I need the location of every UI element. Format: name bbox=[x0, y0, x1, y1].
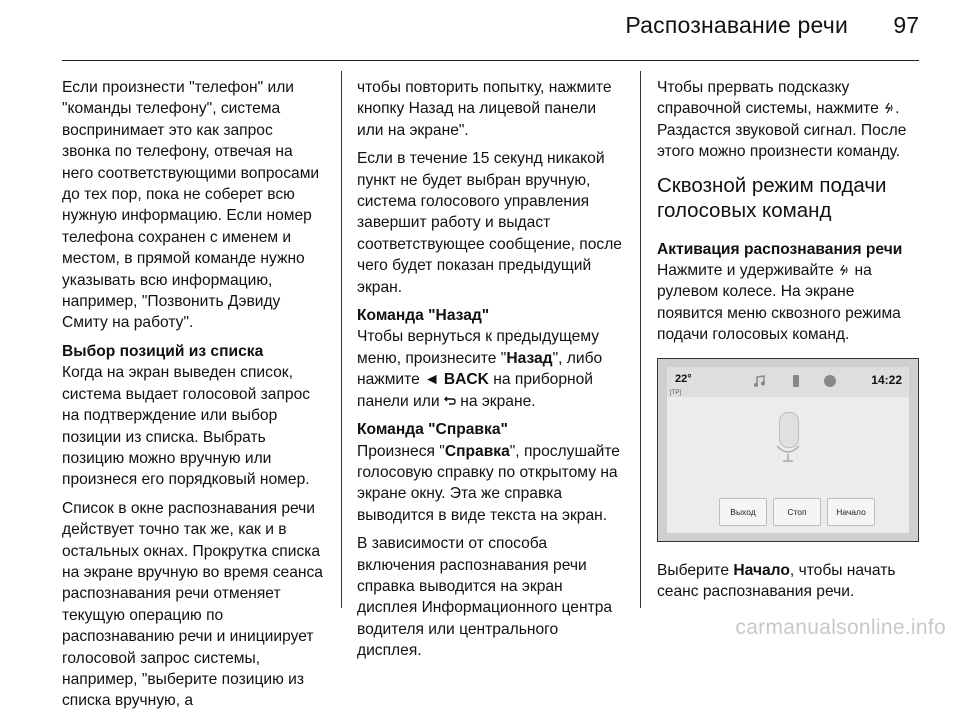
stop-button[interactable]: Стоп bbox=[773, 498, 821, 526]
column-divider-1 bbox=[341, 71, 342, 608]
back-arrow-icon bbox=[444, 394, 456, 408]
text-run: Произнеся " bbox=[357, 442, 445, 460]
microphone-stand-icon bbox=[775, 444, 801, 462]
text-run: Чтобы прервать подсказку справочной системы, нажмите bbox=[657, 79, 884, 118]
text-run: . Раздастся звуковой сигнал. После этого можно произнести команду. bbox=[657, 100, 907, 161]
paragraph bbox=[657, 260, 919, 346]
command-term: Справка bbox=[444, 442, 510, 460]
paragraph: Список в окне распознавания речи действует точно так же, как и в остальных окнах. Прокрутка списка на экране вручную во время сеанса распознавания речи отменяет текущую операцию по распознаванию речи и инициирует голосовой запрос системы, например, "выберите позицию из списка вручную, а bbox=[62, 499, 323, 710]
infotainment-screen-figure bbox=[657, 358, 919, 542]
section-title: Сквозной режим подачи голосовых команд bbox=[657, 173, 887, 222]
phone-icon bbox=[789, 374, 803, 388]
watermark: carmanualsonline.info bbox=[735, 616, 946, 639]
command-term: Начало bbox=[733, 561, 790, 579]
text-run: на рулевом колесе. На экране появится меню сквозного режима подачи голосовых команд. bbox=[657, 262, 901, 344]
paragraph: чтобы повторить попытку, нажмите кнопку Назад на лицевой панели или на экране". bbox=[357, 79, 612, 139]
screen-display bbox=[667, 367, 909, 533]
text-run: Чтобы вернуться к предыдущему меню, произнесите " bbox=[357, 328, 600, 367]
text-run: ", либо нажмите bbox=[357, 349, 603, 389]
exit-button[interactable]: Выход bbox=[719, 498, 767, 526]
paragraph: В зависимости от способа включения распознавания речи справка выводится на экран дисплея Информационного центра водителя или центрального дисплея. bbox=[357, 535, 613, 660]
back-key-label: ◄ BACK bbox=[424, 371, 489, 389]
header-rule bbox=[62, 60, 919, 61]
column-3 bbox=[657, 77, 919, 609]
voice-talk-icon bbox=[883, 101, 895, 115]
command-term: Назад bbox=[506, 349, 553, 367]
paragraph bbox=[357, 441, 624, 527]
section-heading: Выбор позиций из списка bbox=[62, 342, 264, 360]
column-1 bbox=[62, 77, 324, 719]
text-run: ", прослушайте голосовую справку по открытому на экране окну. Эта же справка выводится в виде текста на экран. bbox=[357, 442, 620, 524]
text-run: Выберите bbox=[657, 561, 734, 579]
tp-indicator: [TP] bbox=[670, 389, 682, 396]
column-divider-2 bbox=[640, 71, 641, 608]
temperature: 22° bbox=[675, 372, 692, 385]
text-run: на экране. bbox=[455, 392, 536, 410]
paragraph bbox=[357, 326, 624, 412]
paragraph: Если в течение 15 секунд никакой пункт не будет выбран вручную, система голосового управления завершит работу и выдаст соответствующее сообщение, после чего будет показан предыдущий экран. bbox=[357, 150, 622, 296]
page-number: 97 bbox=[893, 12, 919, 38]
start-button[interactable]: Начало bbox=[827, 498, 875, 526]
text-run: , чтобы начать сеанс распознавания речи. bbox=[657, 561, 896, 601]
text-run: Нажмите и удерживайте bbox=[657, 262, 839, 280]
text-run: на приборной панели или bbox=[357, 371, 593, 410]
section-heading: Активация распознавания речи bbox=[657, 240, 903, 258]
microphone-icon bbox=[779, 412, 799, 448]
paragraph: Когда на экран выведен список, система выдает голосовой запрос на подтверждение или выбор позиции из списка. Выбрать позицию можно вручную или произнеся его порядковый номер. bbox=[62, 364, 311, 489]
music-icon bbox=[753, 374, 767, 388]
paragraph bbox=[657, 77, 919, 163]
section-heading: Команда "Справка" bbox=[357, 421, 508, 439]
voice-talk-icon bbox=[838, 263, 850, 277]
page-header bbox=[0, 0, 960, 62]
record-icon bbox=[823, 374, 837, 388]
column-2 bbox=[357, 77, 624, 669]
paragraph bbox=[657, 560, 919, 603]
clock: 14:22 bbox=[871, 372, 902, 387]
status-bar bbox=[667, 367, 909, 397]
paragraph: Если произнести "телефон" или "команды телефону", система воспринимает это как запрос звонка по телефону, отвечая на него соответствующими вопросами до тех пор, пока не соберет всю нужную информацию. Если номер телефона сохранен с именем и местом, в прямой команде нужно указывать всю информацию, например, "Позвонить Дэвиду Смиту на работу". bbox=[62, 79, 320, 332]
page-title: Распознавание речи bbox=[625, 12, 848, 38]
section-heading: Команда "Назад" bbox=[357, 307, 490, 325]
